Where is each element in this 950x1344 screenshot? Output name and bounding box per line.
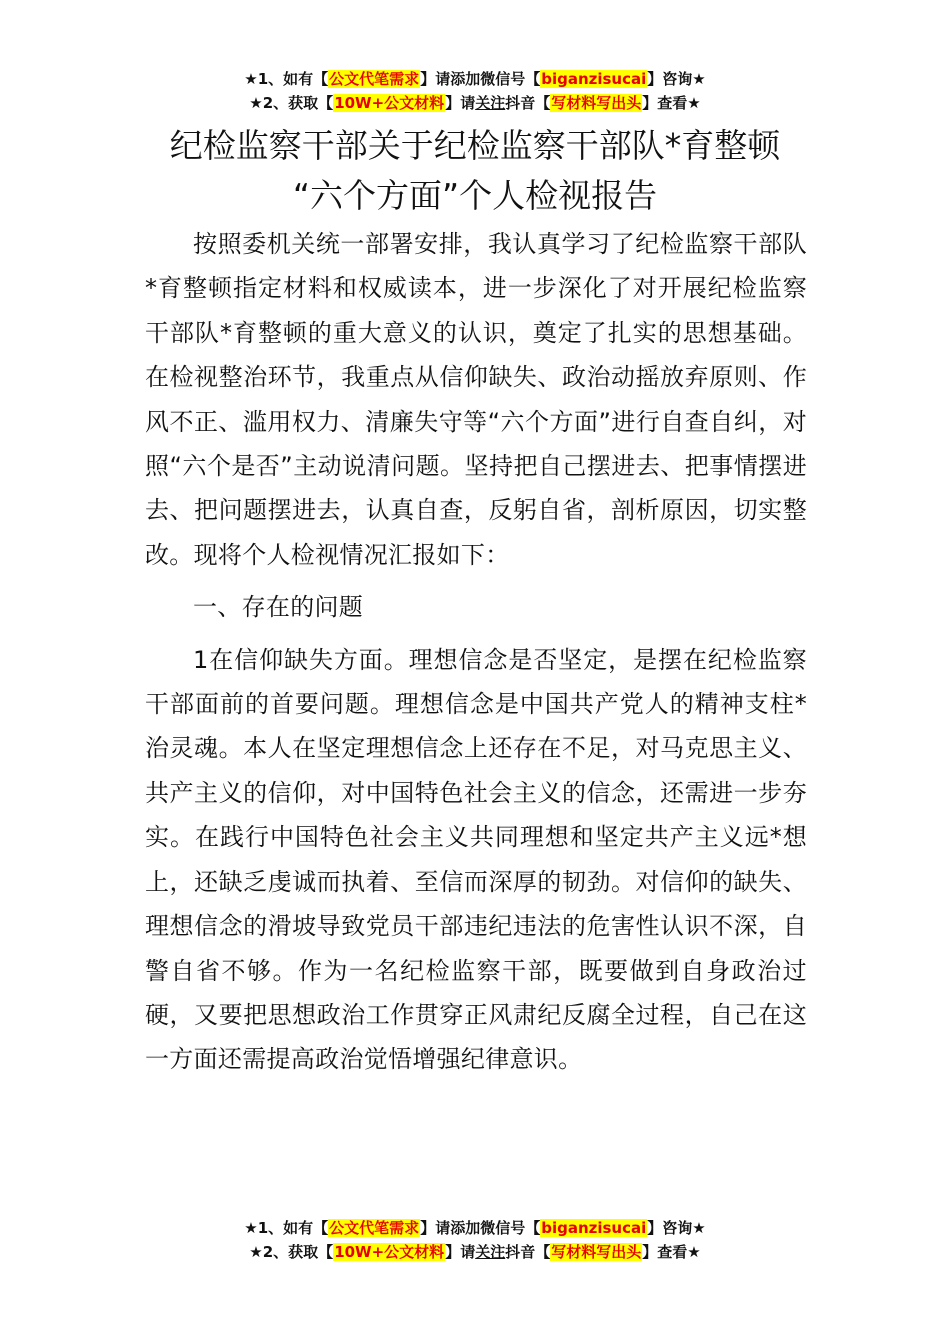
title-line-2: “六个方面”个人检视报告 — [292, 176, 658, 215]
banner-line-2: ★2、获取【10W+公文材料】请关注抖音【写材料写出头】查看★ — [249, 1243, 701, 1261]
problem-paragraph-faith: 1在信仰缺失方面。理想信念是否坚定，是摆在纪检监察干部面前的首要问题。理想信念是中国共产党人的精神支柱*治灵魂。本人在坚定理想信念上还存在不足，对马克思主义、共产主义的信仰，对中国特色社会主义的信念，还需进一步夯实。在践行中国特色社会主义共同理想和坚定共产主义远*想上，还缺乏虔诚而执着、至信而深厚的韧劲。对信仰的缺失、理想信念的滑坡导致党员干部违纪违法的危害性认识不深，自警自省不够。作为一名纪检监察干部，既要做到自身政治过硬，又要把思想政治工作贯穿正风肃纪反腐全过程，自己在这一方面还需提高政治觉悟增强纪律意识。 — [145, 645, 807, 1074]
banner-highlight-wechat-id: biganzisucai — [541, 70, 647, 88]
banner-line-2: ★2、获取【10W+公文材料】请关注抖音【写材料写出头】查看★ — [249, 94, 701, 112]
document-title — [0, 121, 950, 221]
banner-highlight-materials: 10W+公文材料 — [334, 1243, 445, 1261]
banner-highlight-wechat-id: biganzisucai — [541, 1219, 647, 1237]
document-body — [145, 222, 807, 1082]
title-line-1: 纪检监察干部关于纪检监察干部队*育整顿 — [169, 126, 781, 165]
banner-highlight-douyin-account: 写材料写出头 — [551, 94, 642, 112]
intro-paragraph: 按照委机关统一部署安排，我认真学习了纪检监察干部队*育整顿指定材料和权威读本，进一步深化了对开展纪检监察干部队*育整顿的重大意义的认识，奠定了扎实的思想基础。在检视整治环节，我重点从信仰缺失、政治动摇放弃原则、作风不正、滥用权力、清廉失守等“六个方面”进行自查自纠，对照“六个是否”主动说清问题。坚持把自己摆进去、把事情摆进去、把问题摆进去，认真自查，反躬自省，剖析原因，切实整改。现将个人检视情况汇报如下： — [145, 230, 807, 569]
footer-banner — [0, 1216, 950, 1264]
banner-line-1: ★1、如有【公文代笔需求】请添加微信号【biganzisucai】咨询★ — [244, 1219, 706, 1237]
banner-highlight-materials: 10W+公文材料 — [334, 94, 445, 112]
banner-line-1: ★1、如有【公文代笔需求】请添加微信号【biganzisucai】咨询★ — [244, 70, 706, 88]
banner-underlined-follow: 关注 — [475, 1243, 506, 1261]
header-banner — [0, 67, 950, 115]
section-heading-problems: 一、存在的问题 — [193, 593, 364, 622]
banner-highlight-douyin-account: 写材料写出头 — [551, 1243, 642, 1261]
banner-highlight-service: 公文代笔需求 — [329, 70, 420, 88]
banner-underlined-follow: 关注 — [475, 94, 506, 112]
banner-highlight-service: 公文代笔需求 — [329, 1219, 420, 1237]
